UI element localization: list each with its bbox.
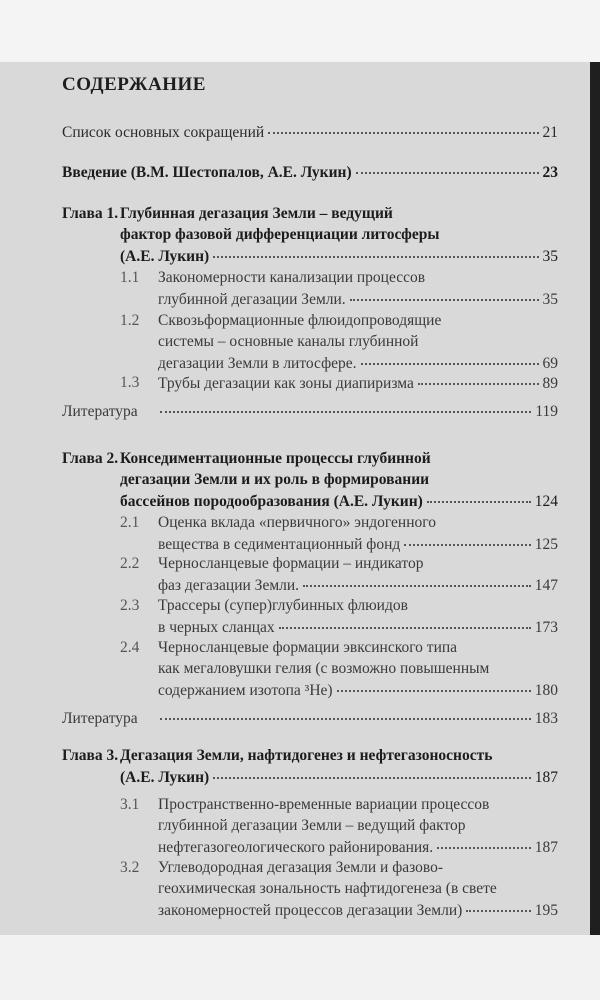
toc-section-1-3 (120, 372, 558, 394)
entry-title: Литература (62, 403, 138, 420)
section-number: 2.2 (120, 555, 140, 572)
chapter-title-line: фактор фазовой дифференциации литосферы (120, 226, 440, 243)
section-title-line: геохимическая зональность нафтидогенеза (в свете (158, 880, 497, 897)
dot-leader (337, 676, 531, 692)
dot-leader (303, 571, 531, 587)
dot-leader (268, 118, 538, 134)
section-title-line: глубинной дегазации Земли. (158, 291, 346, 308)
page-edge-shadow (590, 62, 600, 935)
section-number: 2.3 (120, 597, 140, 614)
page-number: 147 (534, 577, 558, 594)
toc-section-3-2 (120, 857, 558, 921)
toc-section-2-3 (120, 595, 558, 638)
section-number: 2.1 (120, 514, 140, 531)
section-title-line: Пространственно-временные вариации процессов (158, 796, 490, 813)
section-title-line: нефтегазогеологического районирования. (158, 839, 434, 856)
section-number: 3.2 (120, 859, 140, 876)
dot-leader (213, 763, 531, 779)
section-title-line: Оценка вклада «первичного» эндогенного (158, 514, 436, 531)
toc-entry-literature-1 (62, 400, 558, 422)
section-title-line: дегазации Земли в литосфере. (158, 355, 357, 372)
section-title-line: системы – основные каналы глубинной (158, 333, 419, 350)
background-bottom (0, 935, 600, 1000)
page-number: 180 (534, 682, 558, 699)
chapter-title-line: дегазации Земли и их роль в формировании (120, 471, 430, 488)
dot-leader (356, 158, 539, 174)
section-title-line: вещества в седиментационный фонд (158, 536, 401, 553)
section-title-line: как мегаловушки гелия (с возможно повышенным (158, 660, 490, 677)
chapter-label: Глава 1. (62, 205, 119, 222)
dot-leader (466, 896, 530, 912)
section-title-line: Углеводородная дегазация Земли и фазово- (158, 859, 444, 876)
chapter-title-line: бассейнов породообразования (А.Е. Лукин) (120, 493, 423, 510)
toc-section-2-1 (120, 512, 558, 555)
page-number: 119 (535, 403, 558, 420)
dot-leader (404, 530, 530, 546)
toc-section-2-2 (120, 553, 558, 596)
toc-entry-literature-2 (62, 707, 558, 729)
page-number: 195 (534, 902, 558, 919)
toc-entry-chapter-2 (62, 448, 558, 512)
background-top (0, 0, 600, 62)
page-number: 187 (534, 839, 558, 856)
entry-title: Литература (62, 710, 138, 727)
entry-title: Список основных сокращений (62, 124, 265, 141)
section-number: 1.3 (120, 374, 140, 391)
dot-leader (160, 397, 532, 413)
dot-leader (160, 704, 531, 720)
section-title-line: Трубы дегазации как зоны диапиризма (158, 375, 414, 392)
dot-leader (418, 369, 539, 385)
dot-leader (350, 285, 539, 301)
toc-section-3-1 (120, 794, 558, 858)
section-number: 3.1 (120, 796, 140, 813)
dot-leader (427, 487, 531, 503)
toc-entry-chapter-1 (62, 203, 558, 267)
page-number: 21 (542, 124, 558, 141)
dot-leader (279, 613, 531, 629)
toc-section-1-2 (120, 310, 558, 374)
section-title-line: Черносланцевые формации эвксинского типа (158, 639, 458, 656)
toc-entry-introduction (62, 161, 558, 183)
page-number: 35 (542, 291, 558, 308)
page-number: 124 (534, 493, 558, 510)
page-number: 187 (534, 769, 558, 786)
entry-title: Введение (В.М. Шестопалов, А.Е. Лукин) (62, 164, 352, 181)
section-number: 1.1 (120, 269, 140, 286)
page-number: 89 (542, 375, 558, 392)
section-title-line: глубинной дегазации Земли – ведущий фактор (158, 817, 466, 834)
page-number: 35 (542, 248, 558, 265)
dot-leader (437, 833, 531, 849)
page-number: 23 (542, 164, 558, 181)
page-number: 125 (534, 536, 558, 553)
section-number: 2.4 (120, 639, 140, 656)
chapter-title-line: Глубинная дегазация Земли – ведущий (120, 205, 393, 222)
section-title-line: Черносланцевые формации – индикатор (158, 555, 424, 572)
chapter-title-line: (А.Е. Лукин) (120, 248, 210, 265)
toc-heading: СОДЕРЖАНИЕ (62, 74, 206, 95)
page-number: 183 (534, 710, 558, 727)
section-title-line: содержанием изотопа ³He) (158, 682, 333, 699)
toc-entry-chapter-3 (62, 745, 558, 788)
section-title-line: Сквозьформационные флюидопроводящие (158, 312, 442, 329)
toc-entry-abbreviations (62, 121, 558, 143)
page-number: 173 (534, 619, 558, 636)
section-title-line: в черных сланцах (158, 619, 275, 636)
chapter-title-line: (А.Е. Лукин) (120, 769, 210, 786)
toc-section-2-4 (120, 637, 558, 701)
dot-leader (361, 349, 539, 365)
page-number: 69 (542, 355, 558, 372)
section-title-line: Трассеры (супер)глубинных флюидов (158, 597, 408, 614)
section-title-line: фаз дегазации Земли. (158, 577, 300, 594)
section-title-line: закономерностей процессов дегазации Земли) (158, 902, 463, 919)
chapter-title-line: Дегазация Земли, нафтидогенез и нефтегазоносность (120, 747, 493, 764)
toc-section-1-1 (120, 267, 558, 310)
chapter-label: Глава 2. (62, 450, 119, 467)
dot-leader (213, 242, 538, 258)
section-title-line: Закономерности канализации процессов (158, 269, 426, 286)
chapter-label: Глава 3. (62, 747, 119, 764)
chapter-title-line: Конседиментационные процессы глубинной (120, 450, 431, 467)
section-number: 1.2 (120, 312, 140, 329)
